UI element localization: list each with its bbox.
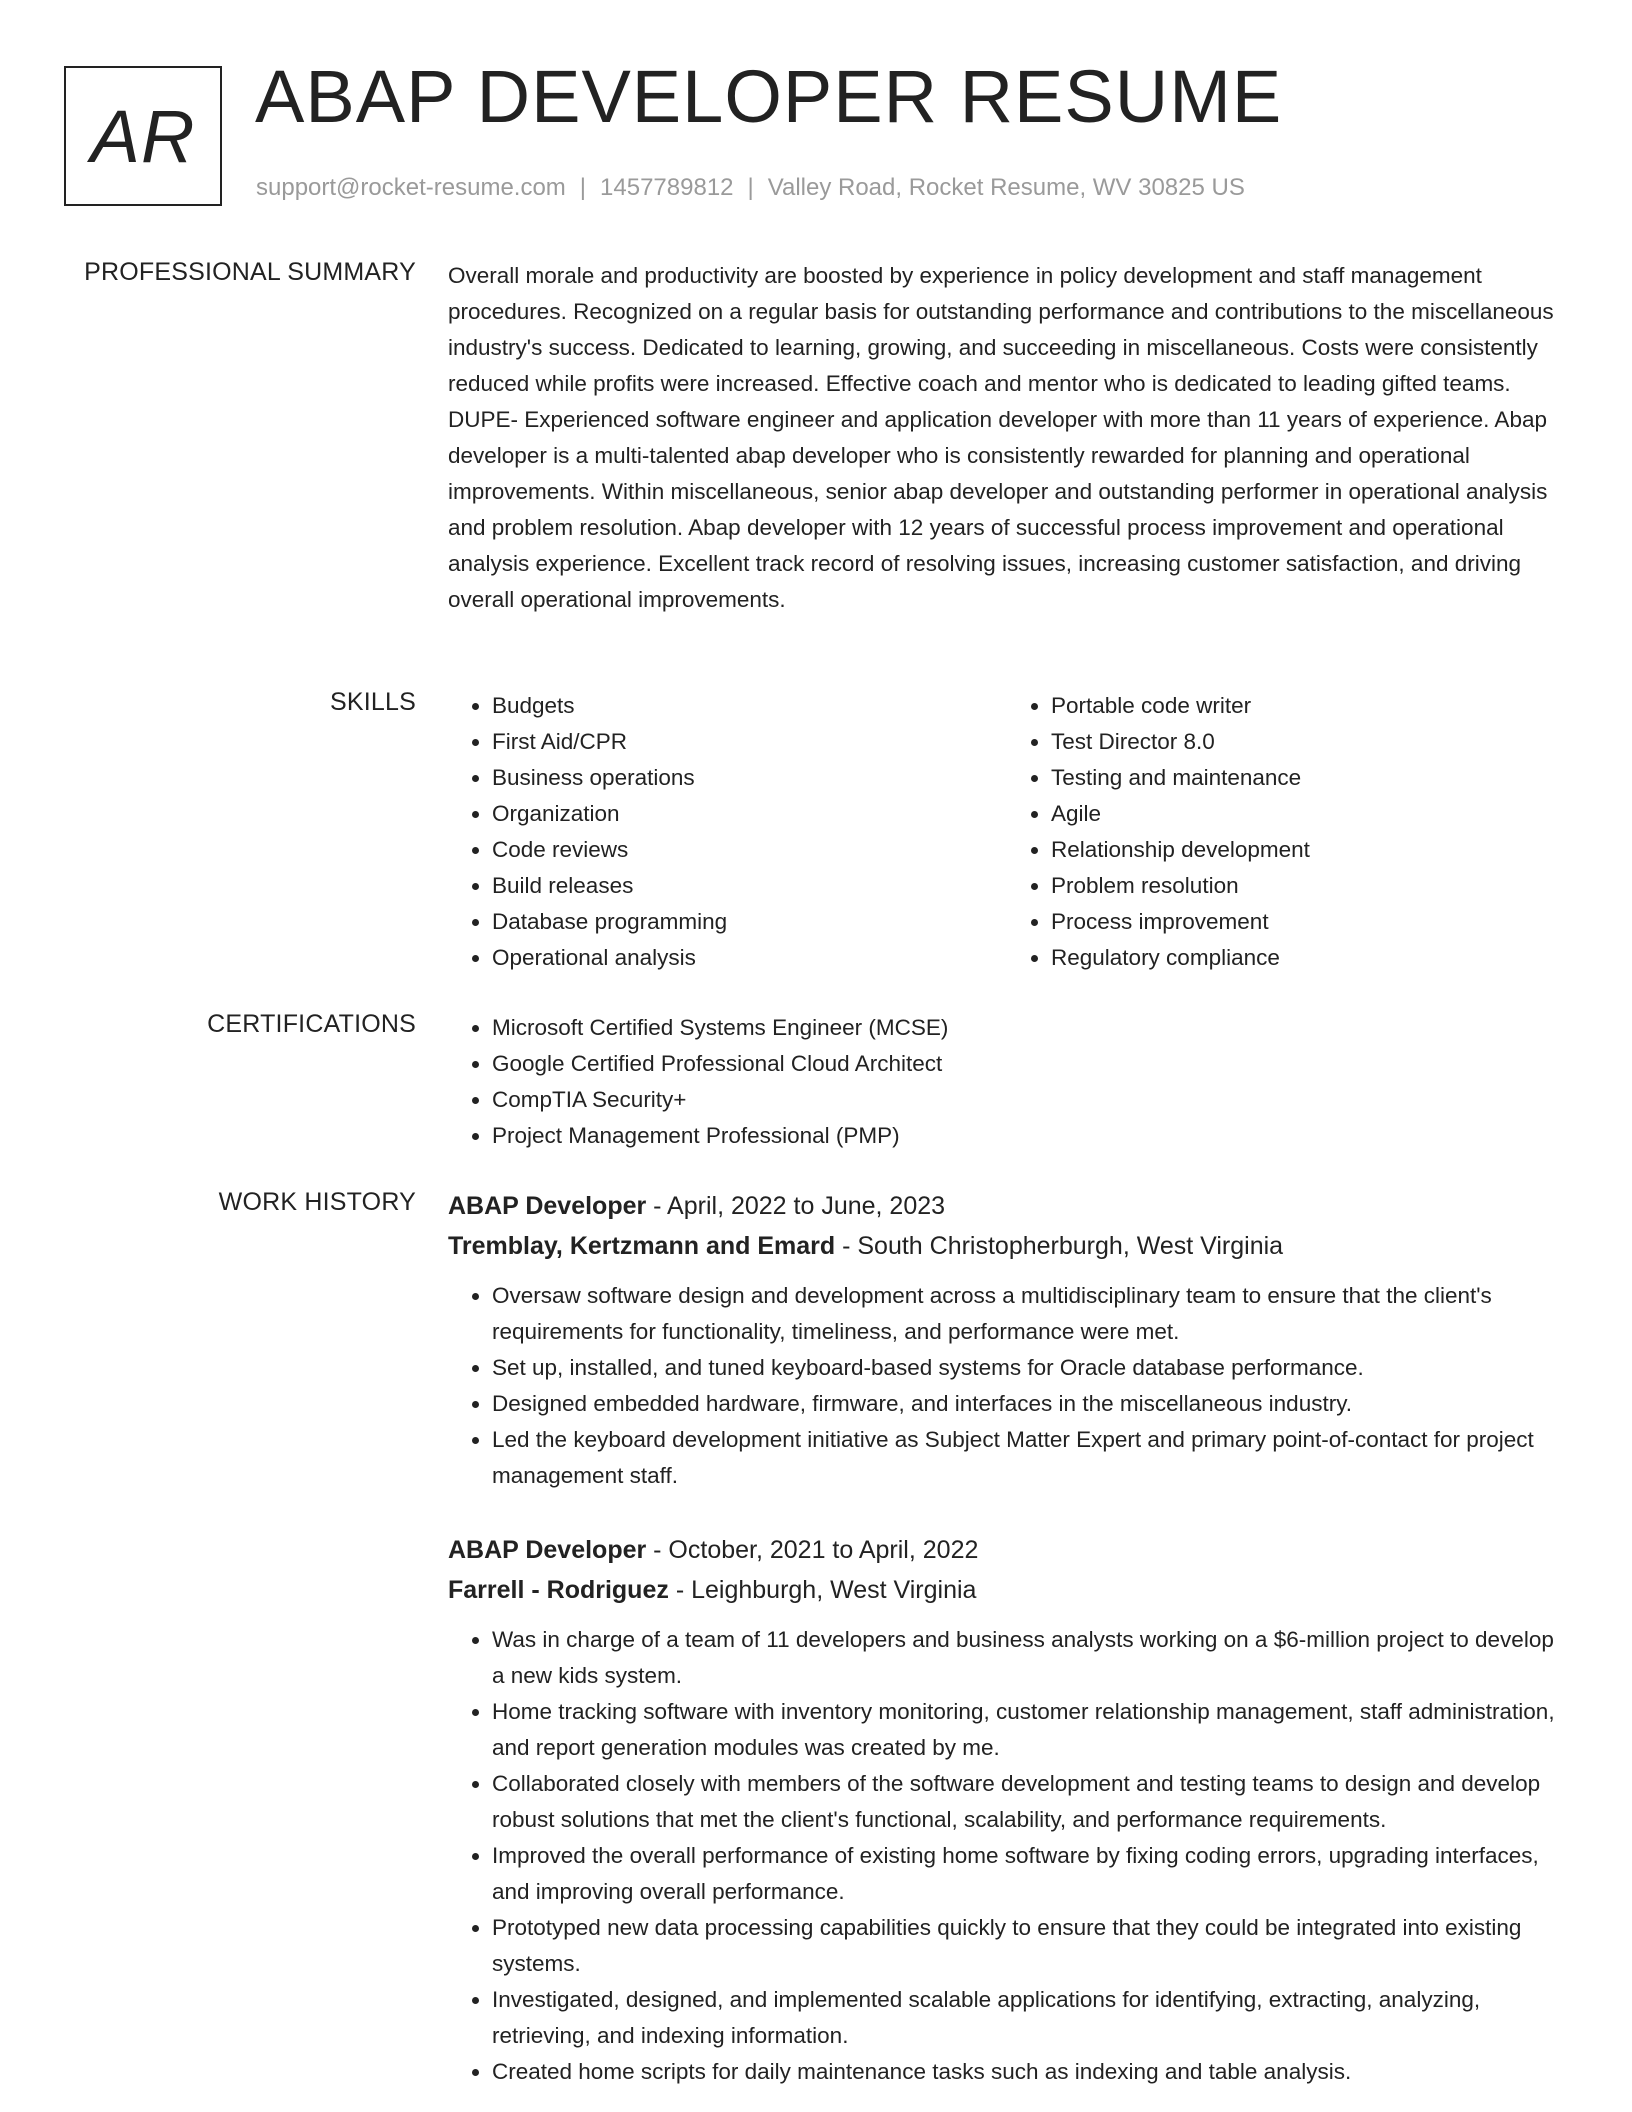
certification-item: • CompTIA Security+ (492, 1082, 1566, 1118)
job-location: - Leighburgh, West Virginia (668, 1576, 977, 1604)
monogram-text: AR (90, 94, 196, 178)
contact-separator: | (579, 174, 587, 201)
work-body (448, 1186, 1566, 2112)
job-bullet: • Improved the overall performance of existing home software by fixing coding errors, upgrading interfaces, and improving overall performance. (492, 1838, 1566, 1910)
skill-item: • Agile (1051, 796, 1566, 832)
certifications-list (448, 1010, 1566, 1154)
job-company-line (448, 1226, 1566, 1266)
contact-separator: | (747, 174, 754, 201)
job-bullets (448, 1622, 1566, 2090)
job-title: ABAP Developer (448, 1536, 647, 1564)
skill-item: • Problem resolution (1051, 868, 1566, 904)
job-bullet: • Set up, installed, and tuned keyboard-based systems for Oracle database performance. (492, 1350, 1566, 1386)
skill-item: • Budgets (492, 688, 1007, 724)
job-entry (448, 1186, 1566, 1494)
summary-label: PROFESSIONAL SUMMARY (84, 258, 416, 286)
job-dates: - October, 2021 to April, 2022 (646, 1536, 979, 1564)
skill-item: • Organization (492, 796, 1007, 832)
skill-item: • Regulatory compliance (1051, 940, 1566, 976)
job-bullet: • Collaborated closely with members of the software development and testing teams to design and develop robust solutions that met the client's functional, scalability, and performance requirements. (492, 1766, 1566, 1838)
summary-body (448, 258, 1566, 618)
job-bullet: • Led the keyboard development initiative as Subject Matter Expert and primary point-of-contact for project management staff. (492, 1422, 1566, 1494)
job-bullets (448, 1278, 1566, 1494)
job-title-line (448, 1186, 1566, 1226)
contact-phone: 1457789812 (600, 174, 734, 201)
certifications-label: CERTIFICATIONS (207, 1010, 416, 1038)
work-label: WORK HISTORY (218, 1188, 416, 1216)
resume-title: ABAP DEVELOPER RESUME (255, 55, 1283, 138)
job-bullet: • Designed embedded hardware, firmware, and interfaces in the miscellaneous industry. (492, 1386, 1566, 1422)
job-bullet: • Investigated, designed, and implemented scalable applications for identifying, extracting, analyzing, retrieving, and indexing information. (492, 1982, 1566, 2054)
contact-line (256, 174, 1245, 202)
certification-item: • Project Management Professional (PMP) (492, 1118, 1566, 1154)
job-entry (448, 1530, 1566, 2090)
skill-item: • Build releases (492, 868, 1007, 904)
job-bullet: • Home tracking software with inventory monitoring, customer relationship management, staff administration, and report generation modules was created by me. (492, 1694, 1566, 1766)
skills-body (448, 688, 1566, 976)
skills-columns (448, 688, 1566, 976)
skill-item: • Relationship development (1051, 832, 1566, 868)
certification-item: • Google Certified Professional Cloud Architect (492, 1046, 1566, 1082)
skill-item: • Portable code writer (1051, 688, 1566, 724)
job-title: ABAP Developer (448, 1192, 647, 1220)
job-company: Farrell - Rodriguez (448, 1576, 669, 1604)
skill-item: • Code reviews (492, 832, 1007, 868)
summary-text: Overall morale and productivity are boosted by experience in policy development and staff management procedures. Recognized on a regular basis for outstanding performance and contributions to the miscellaneous industry's success. Dedicated to learning, growing, and succeeding in miscellaneous. Costs were consistently reduced while profits were increased. Effective coach and mentor who is dedicated to leading gifted teams. DUPE- Experienced software engineer and application developer with more than 11 years of experience. Abap developer is a multi-talented abap developer who is consistently rewarded for planning and operational improvements. Within miscellaneous, senior abap developer and outstanding performer in operational analysis and problem resolution. Abap developer with 12 years of successful process improvement and operational analysis experience. Excellent track record of resolving issues, increasing customer satisfaction, and driving overall operational improvements. (448, 263, 1554, 612)
job-bullet: • Oversaw software design and development across a multidisciplinary team to ensure that the client's requirements for functionality, timeliness, and performance were met. (492, 1278, 1566, 1350)
job-bullet: • Prototyped new data processing capabilities quickly to ensure that they could be integrated into existing systems. (492, 1910, 1566, 1982)
skills-label: SKILLS (330, 688, 416, 716)
job-dates: - April, 2022 to June, 2023 (646, 1192, 946, 1220)
skill-item: • Testing and maintenance (1051, 760, 1566, 796)
skill-item: • Process improvement (1051, 904, 1566, 940)
skill-item: • First Aid/CPR (492, 724, 1007, 760)
certifications-body (448, 1010, 1566, 1154)
skill-item: • Database programming (492, 904, 1007, 940)
job-company-line (448, 1570, 1566, 1610)
job-location: - South Christopherburgh, West Virginia (835, 1232, 1284, 1260)
skill-item: • Test Director 8.0 (1051, 724, 1566, 760)
monogram-logo (64, 66, 222, 206)
job-title-line (448, 1530, 1566, 1570)
job-bullet: • Was in charge of a team of 11 developers and business analysts working on a $6-million project to develop a new kids system. (492, 1622, 1566, 1694)
contact-email: support@rocket-resume.com (256, 174, 566, 201)
contact-address: Valley Road, Rocket Resume, WV 30825 US (767, 174, 1245, 201)
skills-list-left (448, 688, 1007, 976)
skill-item: • Business operations (492, 760, 1007, 796)
job-company: Tremblay, Kertzmann and Emard (448, 1232, 836, 1260)
skills-list-right (1007, 688, 1566, 976)
certification-item: • Microsoft Certified Systems Engineer (MCSE) (492, 1010, 1566, 1046)
skill-item: • Operational analysis (492, 940, 1007, 976)
job-bullet: • Created home scripts for daily maintenance tasks such as indexing and table analysis. (492, 2054, 1566, 2090)
